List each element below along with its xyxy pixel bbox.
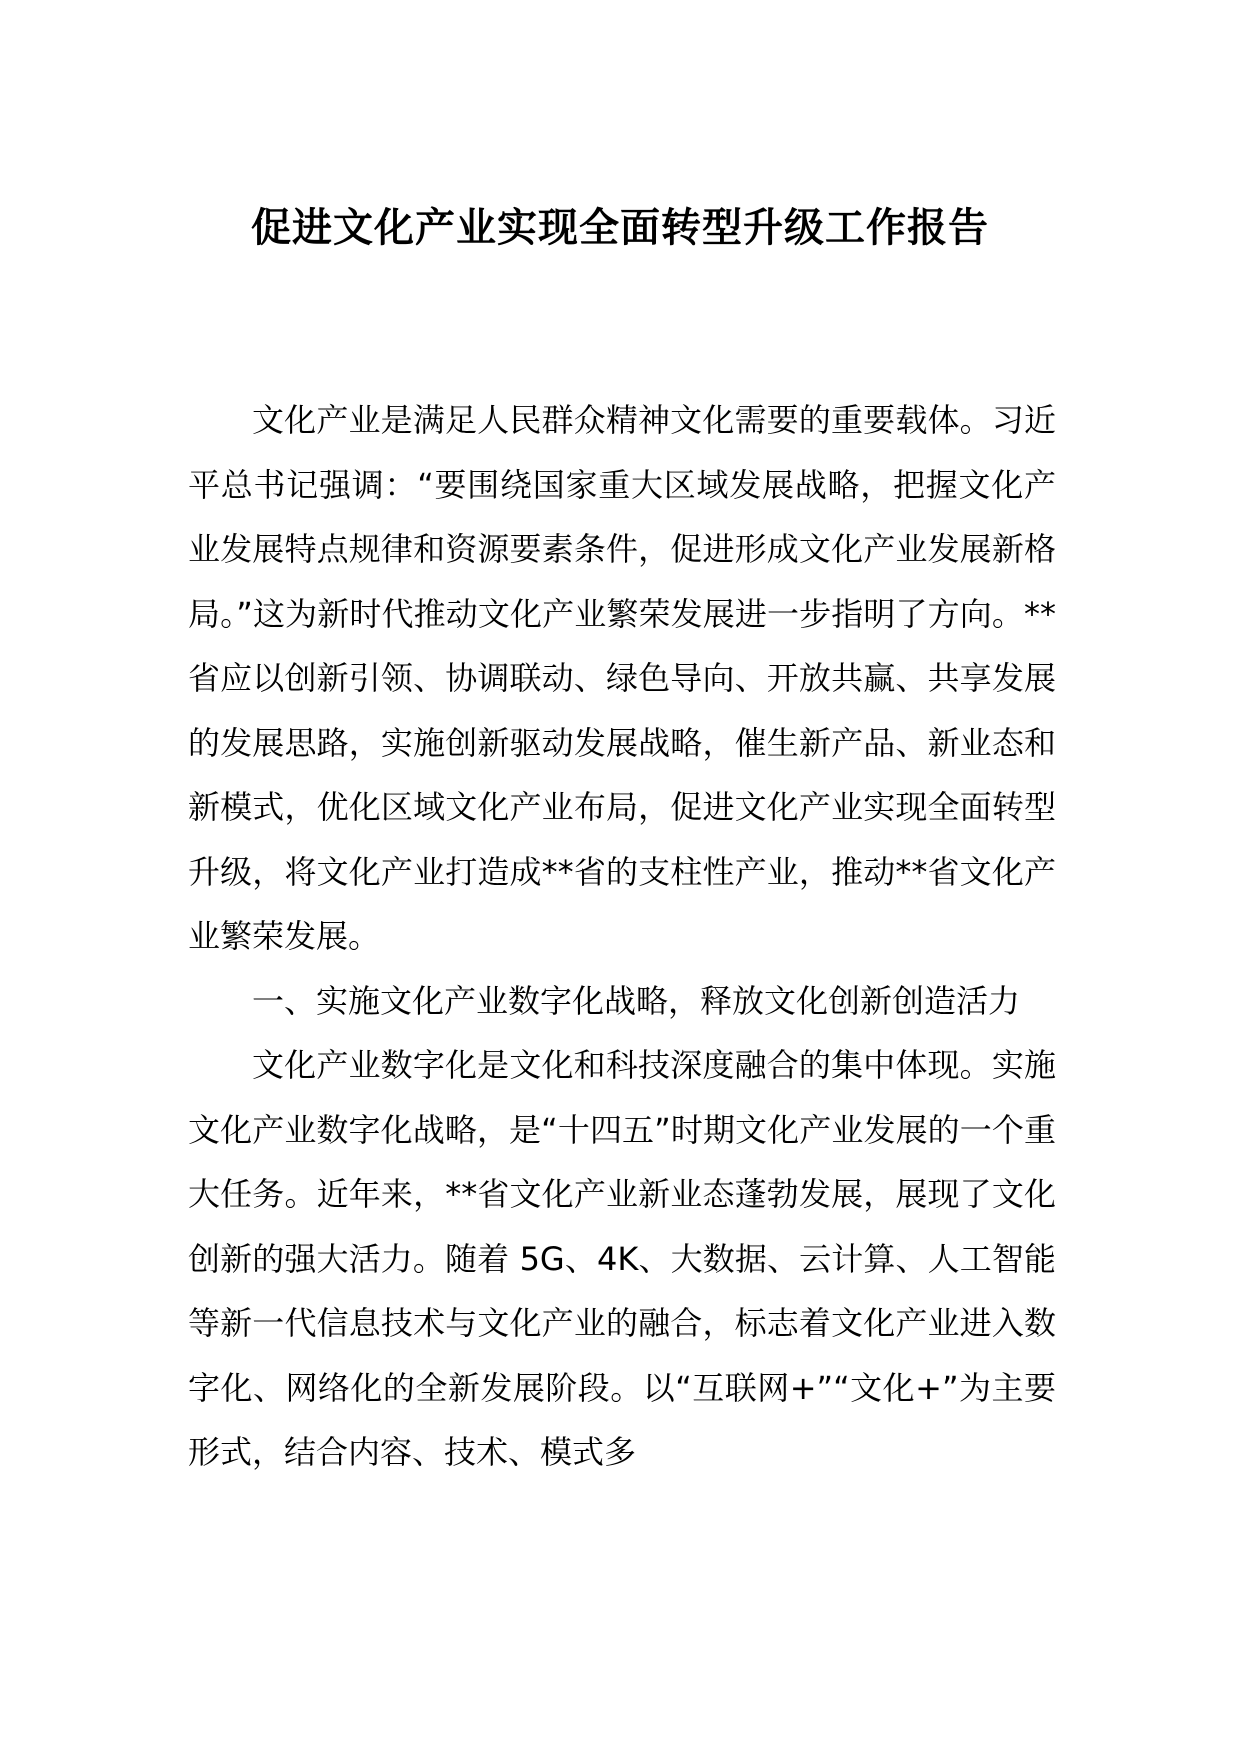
document-title: 促进文化产业实现全面转型升级工作报告 (251, 205, 989, 251)
paragraph-intro: 文化产业是满足人民群众精神文化需要的重要载体。习近平总书记强调：“要围绕国家重大区域发展战略，把握文化产业发展特点规律和资源要素条件，促进形成文化产业发展新格局。”这为新时代推动文化产业繁荣发展进一步指明了方向。**省应以创新引领、协调联动、绿色导向、开放共赢、共享发展的发展思路，实施创新驱动发展战略，催生新产品、新业态和新模式，优化区域文化产业布局，促进文化产业实现全面转型升级，将文化产业打造成**省的支柱性产业，推动**省文化产业繁荣发展。 (188, 401, 1056, 955)
document-body (188, 388, 1056, 1485)
paragraph-section-1: 文化产业数字化是文化和科技深度融合的集中体现。实施文化产业数字化战略，是“十四五”时期文化产业发展的一个重大任务。近年来，**省文化产业新业态蓬勃发展，展现了文化创新的强大活力。随着 5G、4K、大数据、云计算、人工智能等新一代信息技术与文化产业的融合，标志着文化产业进入数字化、网络化的全新发展阶段。以“互联网+”“文化+”为主要形式，结合内容、技术、模式多 (188, 1046, 1056, 1471)
section-heading-1: 一、实施文化产业数字化战略，释放文化创新创造活力 (252, 981, 1021, 1020)
